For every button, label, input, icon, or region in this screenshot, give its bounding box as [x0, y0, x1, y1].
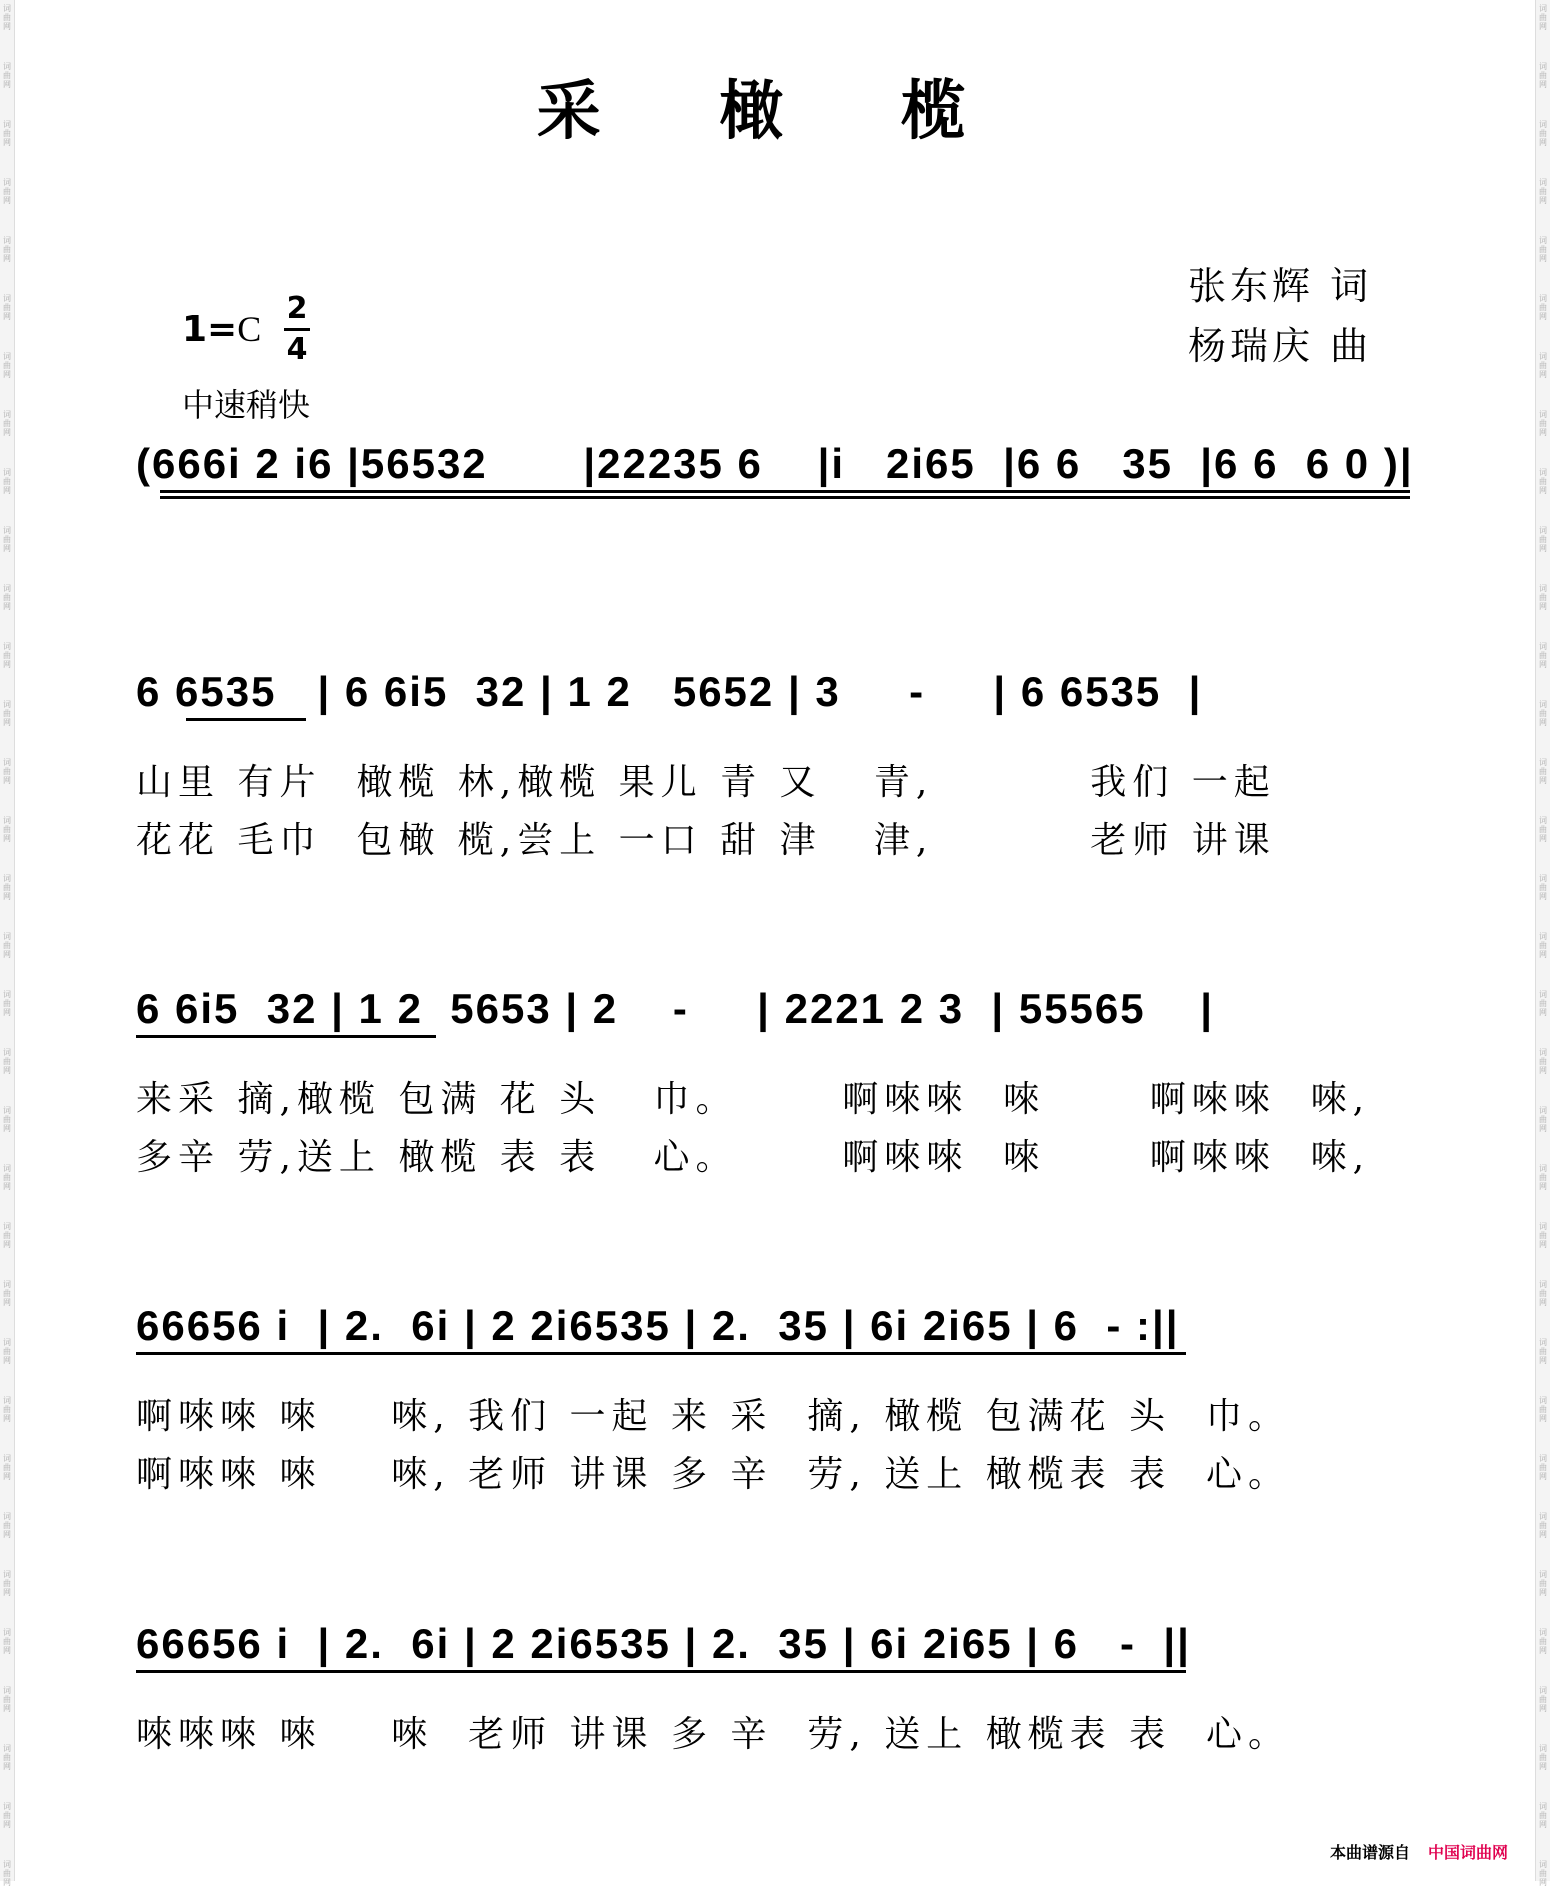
- watermark-text: 词 曲 网: [3, 816, 11, 843]
- watermark-text: 词 曲 网: [3, 1280, 11, 1307]
- beat-underline: [136, 1035, 436, 1038]
- watermark-text: 词 曲 网: [1539, 1454, 1547, 1481]
- watermark-text: 词 曲 网: [1539, 1338, 1547, 1365]
- watermark-text: 词 曲 网: [1539, 1396, 1547, 1423]
- watermark-text: 词 曲 网: [1539, 178, 1547, 205]
- lyric-verse-2: 啊唻唻 唻 唻, 老师 讲课 多 辛 劳, 送上 橄榄表 表 心。: [136, 1454, 1290, 1495]
- watermark-text: 词 曲 网: [3, 468, 11, 495]
- watermark-text: 词 曲 网: [3, 62, 11, 89]
- watermark-text: 词 曲 网: [3, 584, 11, 611]
- footer-source-text: 本曲谱源自: [1329, 1843, 1410, 1862]
- beat-underline: [136, 1352, 1186, 1355]
- beat-underline: [136, 1670, 1186, 1673]
- watermark-text: 词 曲 网: [1539, 1512, 1547, 1539]
- watermark-text: 词 曲 网: [3, 1570, 11, 1597]
- watermark-text: 词 曲 网: [3, 1048, 11, 1075]
- watermark-text: 词 曲 网: [3, 1106, 11, 1133]
- watermark-text: 词 曲 网: [3, 874, 11, 901]
- watermark-text: 词 曲 网: [1539, 1860, 1547, 1887]
- watermark-text: 词 曲 网: [1539, 584, 1547, 611]
- watermark-text: 词 曲 网: [1539, 758, 1547, 785]
- watermark-text: 词 曲 网: [1539, 1686, 1547, 1713]
- watermark-text: 词 曲 网: [3, 352, 11, 379]
- beat-underline: [160, 490, 1410, 493]
- lyric-verse-1: 啊唻唻 唻 唻, 我们 一起 来 采 摘, 橄榄 包满花 头 巾。: [136, 1396, 1290, 1437]
- watermark-text: 词 曲 网: [1539, 120, 1547, 147]
- time-signature: [284, 292, 310, 367]
- watermark-text: 词 曲 网: [3, 236, 11, 263]
- key-signature: [182, 308, 261, 350]
- left-watermark-strip: [0, 0, 15, 1887]
- notation-row: 66656 i | 2. 6i | 2 2i6535 | 2. 35 | 6i 2i65 | 6 - :||: [136, 1302, 1180, 1349]
- watermark-text: 词 曲 网: [3, 1512, 11, 1539]
- lyric-verse-1: 山里 有片 橄榄 林,橄榄 果儿 青 又 青, 我们 一起: [136, 762, 1276, 803]
- watermark-text: 词 曲 网: [1539, 62, 1547, 89]
- watermark-text: 词 曲 网: [3, 1802, 11, 1829]
- watermark-text: 词 曲 网: [1539, 816, 1547, 843]
- watermark-text: 词 曲 网: [3, 1454, 11, 1481]
- watermark-text: 词 曲 网: [3, 642, 11, 669]
- watermark-text: 词 曲 网: [1539, 1802, 1547, 1829]
- watermark-text: 词 曲 网: [3, 1396, 11, 1423]
- beat-underline: [186, 718, 306, 721]
- composer-credit: 杨瑞庆 曲: [1188, 324, 1373, 368]
- time-signature-bottom: 4: [286, 332, 308, 367]
- notation-row: 6 6535 | 6 6i5 32 | 1 2 5652 | 3 - | 6 6535 |: [136, 668, 1203, 715]
- key-prefix: 1=: [182, 309, 238, 350]
- watermark-text: 词 曲 网: [1539, 1628, 1547, 1655]
- watermark-text: 词 曲 网: [3, 758, 11, 785]
- beat-underline: [160, 496, 1410, 499]
- time-signature-top: 2: [286, 291, 308, 326]
- tempo-marking: 中速稍快: [182, 386, 311, 424]
- watermark-text: 词 曲 网: [1539, 932, 1547, 959]
- watermark-text: 词 曲 网: [3, 4, 11, 31]
- watermark-text: 词 曲 网: [3, 294, 11, 321]
- watermark-text: 词 曲 网: [1539, 1164, 1547, 1191]
- watermark-text: 词 曲 网: [1539, 1048, 1547, 1075]
- notation-row: 66656 i | 2. 6i | 2 2i6535 | 2. 35 | 6i 2i65 | 6 - ||: [136, 1620, 1191, 1667]
- watermark-text: 词 曲 网: [1539, 990, 1547, 1017]
- watermark-text: 词 曲 网: [1539, 700, 1547, 727]
- watermark-text: 词 曲 网: [1539, 352, 1547, 379]
- watermark-text: 词 曲 网: [3, 1686, 11, 1713]
- watermark-text: 词 曲 网: [3, 1338, 11, 1365]
- watermark-text: 词 曲 网: [1539, 294, 1547, 321]
- watermark-text: 词 曲 网: [1539, 410, 1547, 437]
- watermark-text: 词 曲 网: [3, 1744, 11, 1771]
- lyric-verse-2: 花花 毛巾 包橄 榄,尝上 一口 甜 津 津, 老师 讲课: [136, 820, 1276, 861]
- lyric-verse-1: 来采 摘,橄榄 包满 花 头 巾。 啊唻唻 唻 啊唻唻 唻,: [136, 1079, 1371, 1120]
- watermark-text: 词 曲 网: [3, 526, 11, 553]
- watermark-text: 词 曲 网: [3, 1860, 11, 1887]
- watermark-text: 词 曲 网: [3, 990, 11, 1017]
- right-watermark-strip: [1535, 0, 1550, 1887]
- watermark-text: 词 曲 网: [1539, 874, 1547, 901]
- notation-row: 6 6i5 32 | 1 2 5653 | 2 - | 2221 2 3 | 55565 |: [136, 985, 1215, 1032]
- watermark-text: 词 曲 网: [3, 932, 11, 959]
- lyricist-credit: 张东辉 词: [1188, 264, 1373, 308]
- watermark-text: 词 曲 网: [3, 1628, 11, 1655]
- watermark-text: 词 曲 网: [3, 1222, 11, 1249]
- watermark-text: 词 曲 网: [1539, 4, 1547, 31]
- watermark-text: 词 曲 网: [3, 1164, 11, 1191]
- watermark-text: 词 曲 网: [1539, 236, 1547, 263]
- watermark-text: 词 曲 网: [3, 410, 11, 437]
- key-note: C: [237, 309, 262, 349]
- watermark-text: 词 曲 网: [1539, 1744, 1547, 1771]
- watermark-text: 词 曲 网: [1539, 1222, 1547, 1249]
- watermark-text: 词 曲 网: [1539, 1280, 1547, 1307]
- footer-source: [1330, 1840, 1508, 1863]
- footer-site-link[interactable]: 中国词曲网: [1427, 1843, 1508, 1862]
- watermark-text: 词 曲 网: [1539, 642, 1547, 669]
- watermark-text: 词 曲 网: [1539, 1570, 1547, 1597]
- lyric-verse-2: 多辛 劳,送上 橄榄 表 表 心。 啊唻唻 唻 啊唻唻 唻,: [136, 1137, 1371, 1178]
- song-title: 采 橄 榄: [536, 74, 1014, 149]
- lyric-verse-1: 唻唻唻 唻 唻 老师 讲课 多 辛 劳, 送上 橄榄表 表 心。: [136, 1714, 1290, 1755]
- notation-row: (666i 2 i6 |56532 |22235 6 |i 2i65 |6 6 35 |6 6 6 0 )|: [136, 440, 1414, 487]
- watermark-text: 词 曲 网: [1539, 1106, 1547, 1133]
- watermark-text: 词 曲 网: [3, 120, 11, 147]
- watermark-text: 词 曲 网: [3, 178, 11, 205]
- watermark-text: 词 曲 网: [1539, 468, 1547, 495]
- watermark-text: 词 曲 网: [3, 700, 11, 727]
- watermark-text: 词 曲 网: [1539, 526, 1547, 553]
